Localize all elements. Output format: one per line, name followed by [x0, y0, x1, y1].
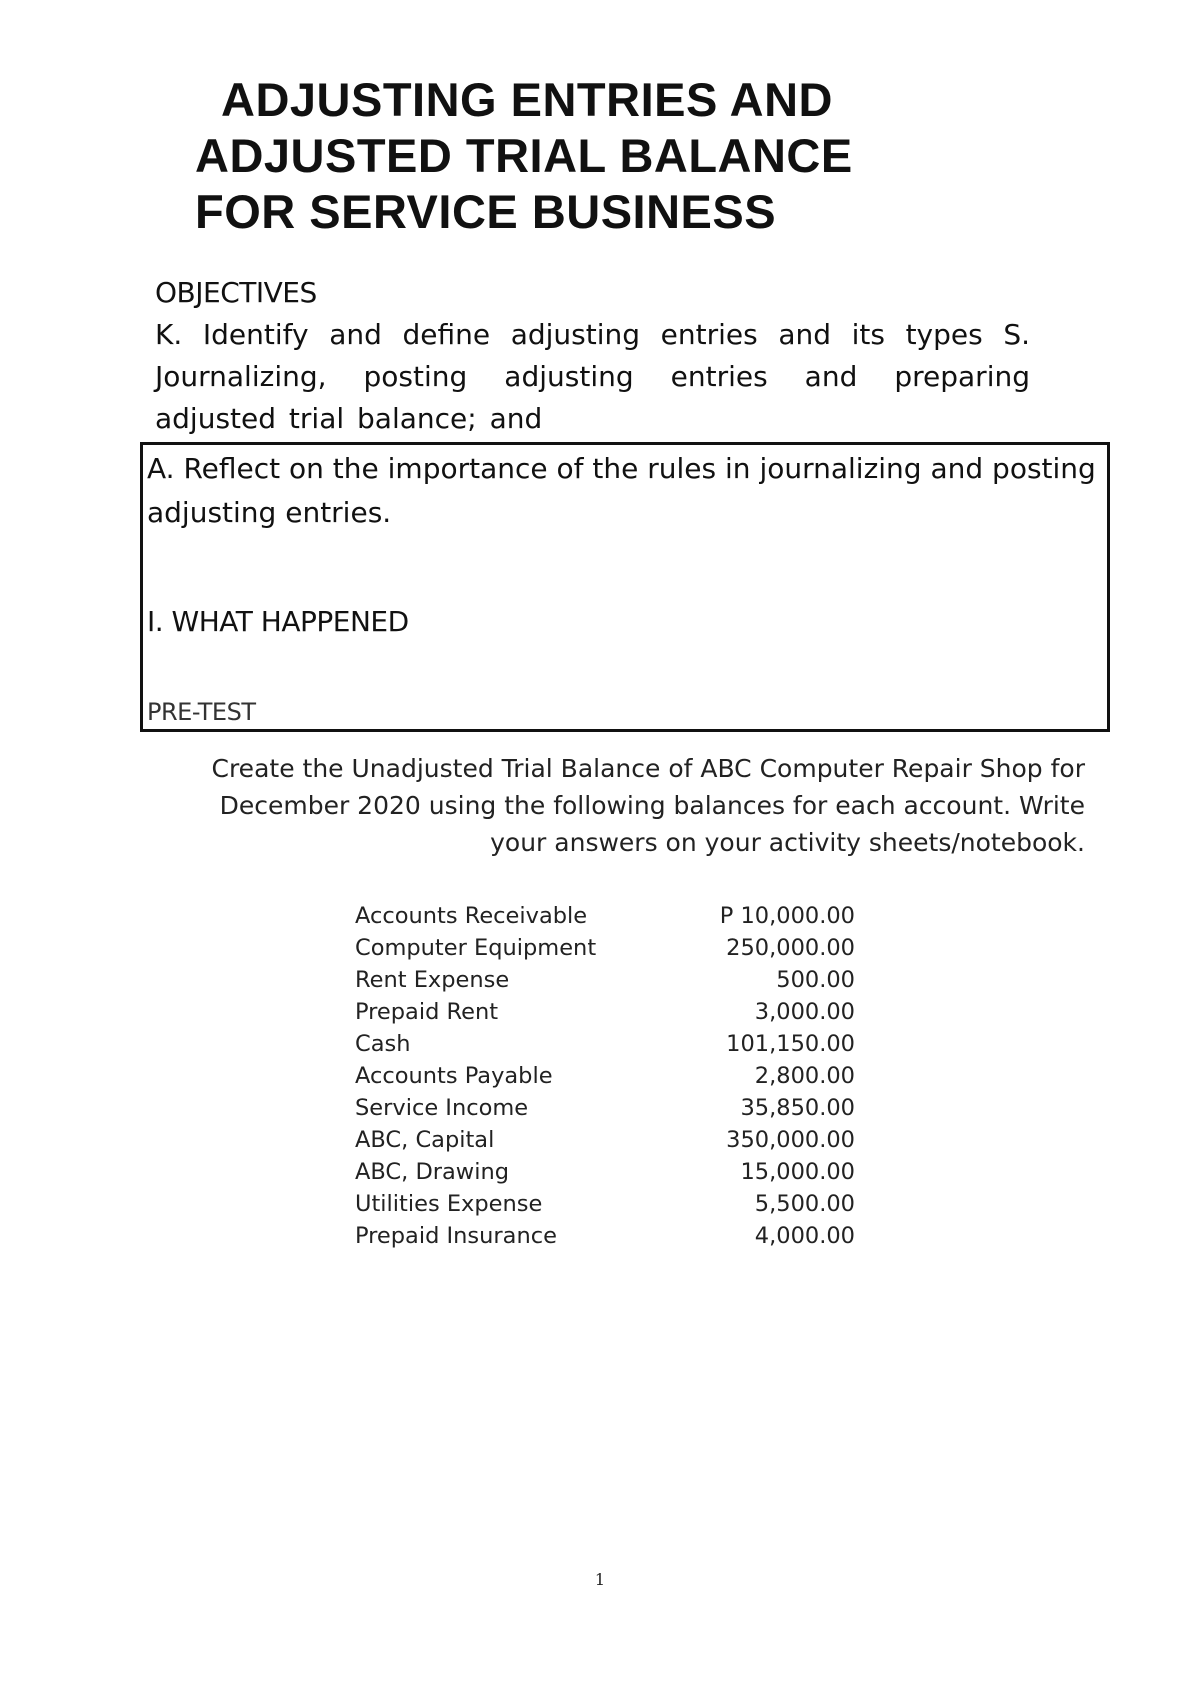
account-name: Computer Equipment	[355, 935, 597, 961]
objectives-section	[155, 272, 1030, 440]
bordered-box	[140, 442, 1110, 732]
balance-row	[355, 1220, 855, 1252]
account-name: Prepaid Rent	[355, 999, 499, 1025]
balance-row	[355, 1156, 855, 1188]
balance-row	[355, 996, 855, 1028]
account-name: Utilities Expense	[355, 1191, 543, 1217]
balance-row	[355, 1188, 855, 1220]
account-name: Accounts Receivable	[355, 903, 588, 929]
title-line-1: ADJUSTING ENTRIES AND	[221, 73, 833, 126]
balance-row	[355, 1028, 855, 1060]
account-amount: 4,000.00	[754, 1223, 855, 1249]
account-balances-list	[355, 900, 855, 1252]
account-name: Accounts Payable	[355, 1063, 553, 1089]
balance-row	[355, 964, 855, 996]
account-name: Service Income	[355, 1095, 529, 1121]
account-name: Cash	[355, 1031, 411, 1057]
balance-row	[355, 1124, 855, 1156]
pretest-label: PRE-TEST	[147, 698, 256, 726]
account-amount: 101,150.00	[726, 1031, 855, 1057]
objective-reflect: A. Reflect on the importance of the rules in journalizing and posting adjusting entries.	[147, 452, 1096, 529]
title-line-2: ADJUSTED TRIAL BALANCE	[195, 129, 853, 182]
balance-row	[355, 932, 855, 964]
account-name: Rent Expense	[355, 967, 510, 993]
instructions-line: your answers on your activity sheets/notebook.	[490, 828, 1085, 857]
objectives-heading: OBJECTIVES	[155, 276, 317, 309]
account-amount: 3,000.00	[754, 999, 855, 1025]
section-heading: I. WHAT HAPPENED	[147, 605, 409, 638]
account-amount: 500.00	[776, 967, 855, 993]
account-amount: 350,000.00	[726, 1127, 855, 1153]
page-number: 1	[594, 1570, 606, 1589]
instructions-line: December 2020 using the following balances for each account. Write	[219, 791, 1085, 820]
account-amount: 15,000.00	[740, 1159, 855, 1185]
account-name: ABC, Capital	[355, 1127, 495, 1153]
instructions-line: Create the Unadjusted Trial Balance of ABC Computer Repair Shop for	[211, 754, 1085, 783]
balance-row	[355, 900, 855, 932]
account-amount: 250,000.00	[726, 935, 855, 961]
account-amount: 5,500.00	[754, 1191, 855, 1217]
balance-row	[355, 1092, 855, 1124]
objectives-paragraph: K. Identify and define adjusting entries and its types S. Journalizing, posting adjusting entries and preparing adjusted trial balance; and	[155, 318, 1030, 435]
title-line-3: FOR SERVICE BUSINESS	[195, 185, 777, 238]
balance-row	[355, 1060, 855, 1092]
document-title	[195, 72, 1075, 240]
account-amount: 35,850.00	[740, 1095, 855, 1121]
account-amount: P 10,000.00	[719, 903, 855, 929]
account-amount: 2,800.00	[754, 1063, 855, 1089]
account-name: Prepaid Insurance	[355, 1223, 557, 1249]
account-name: ABC, Drawing	[355, 1159, 510, 1185]
instructions-paragraph	[100, 750, 1085, 861]
